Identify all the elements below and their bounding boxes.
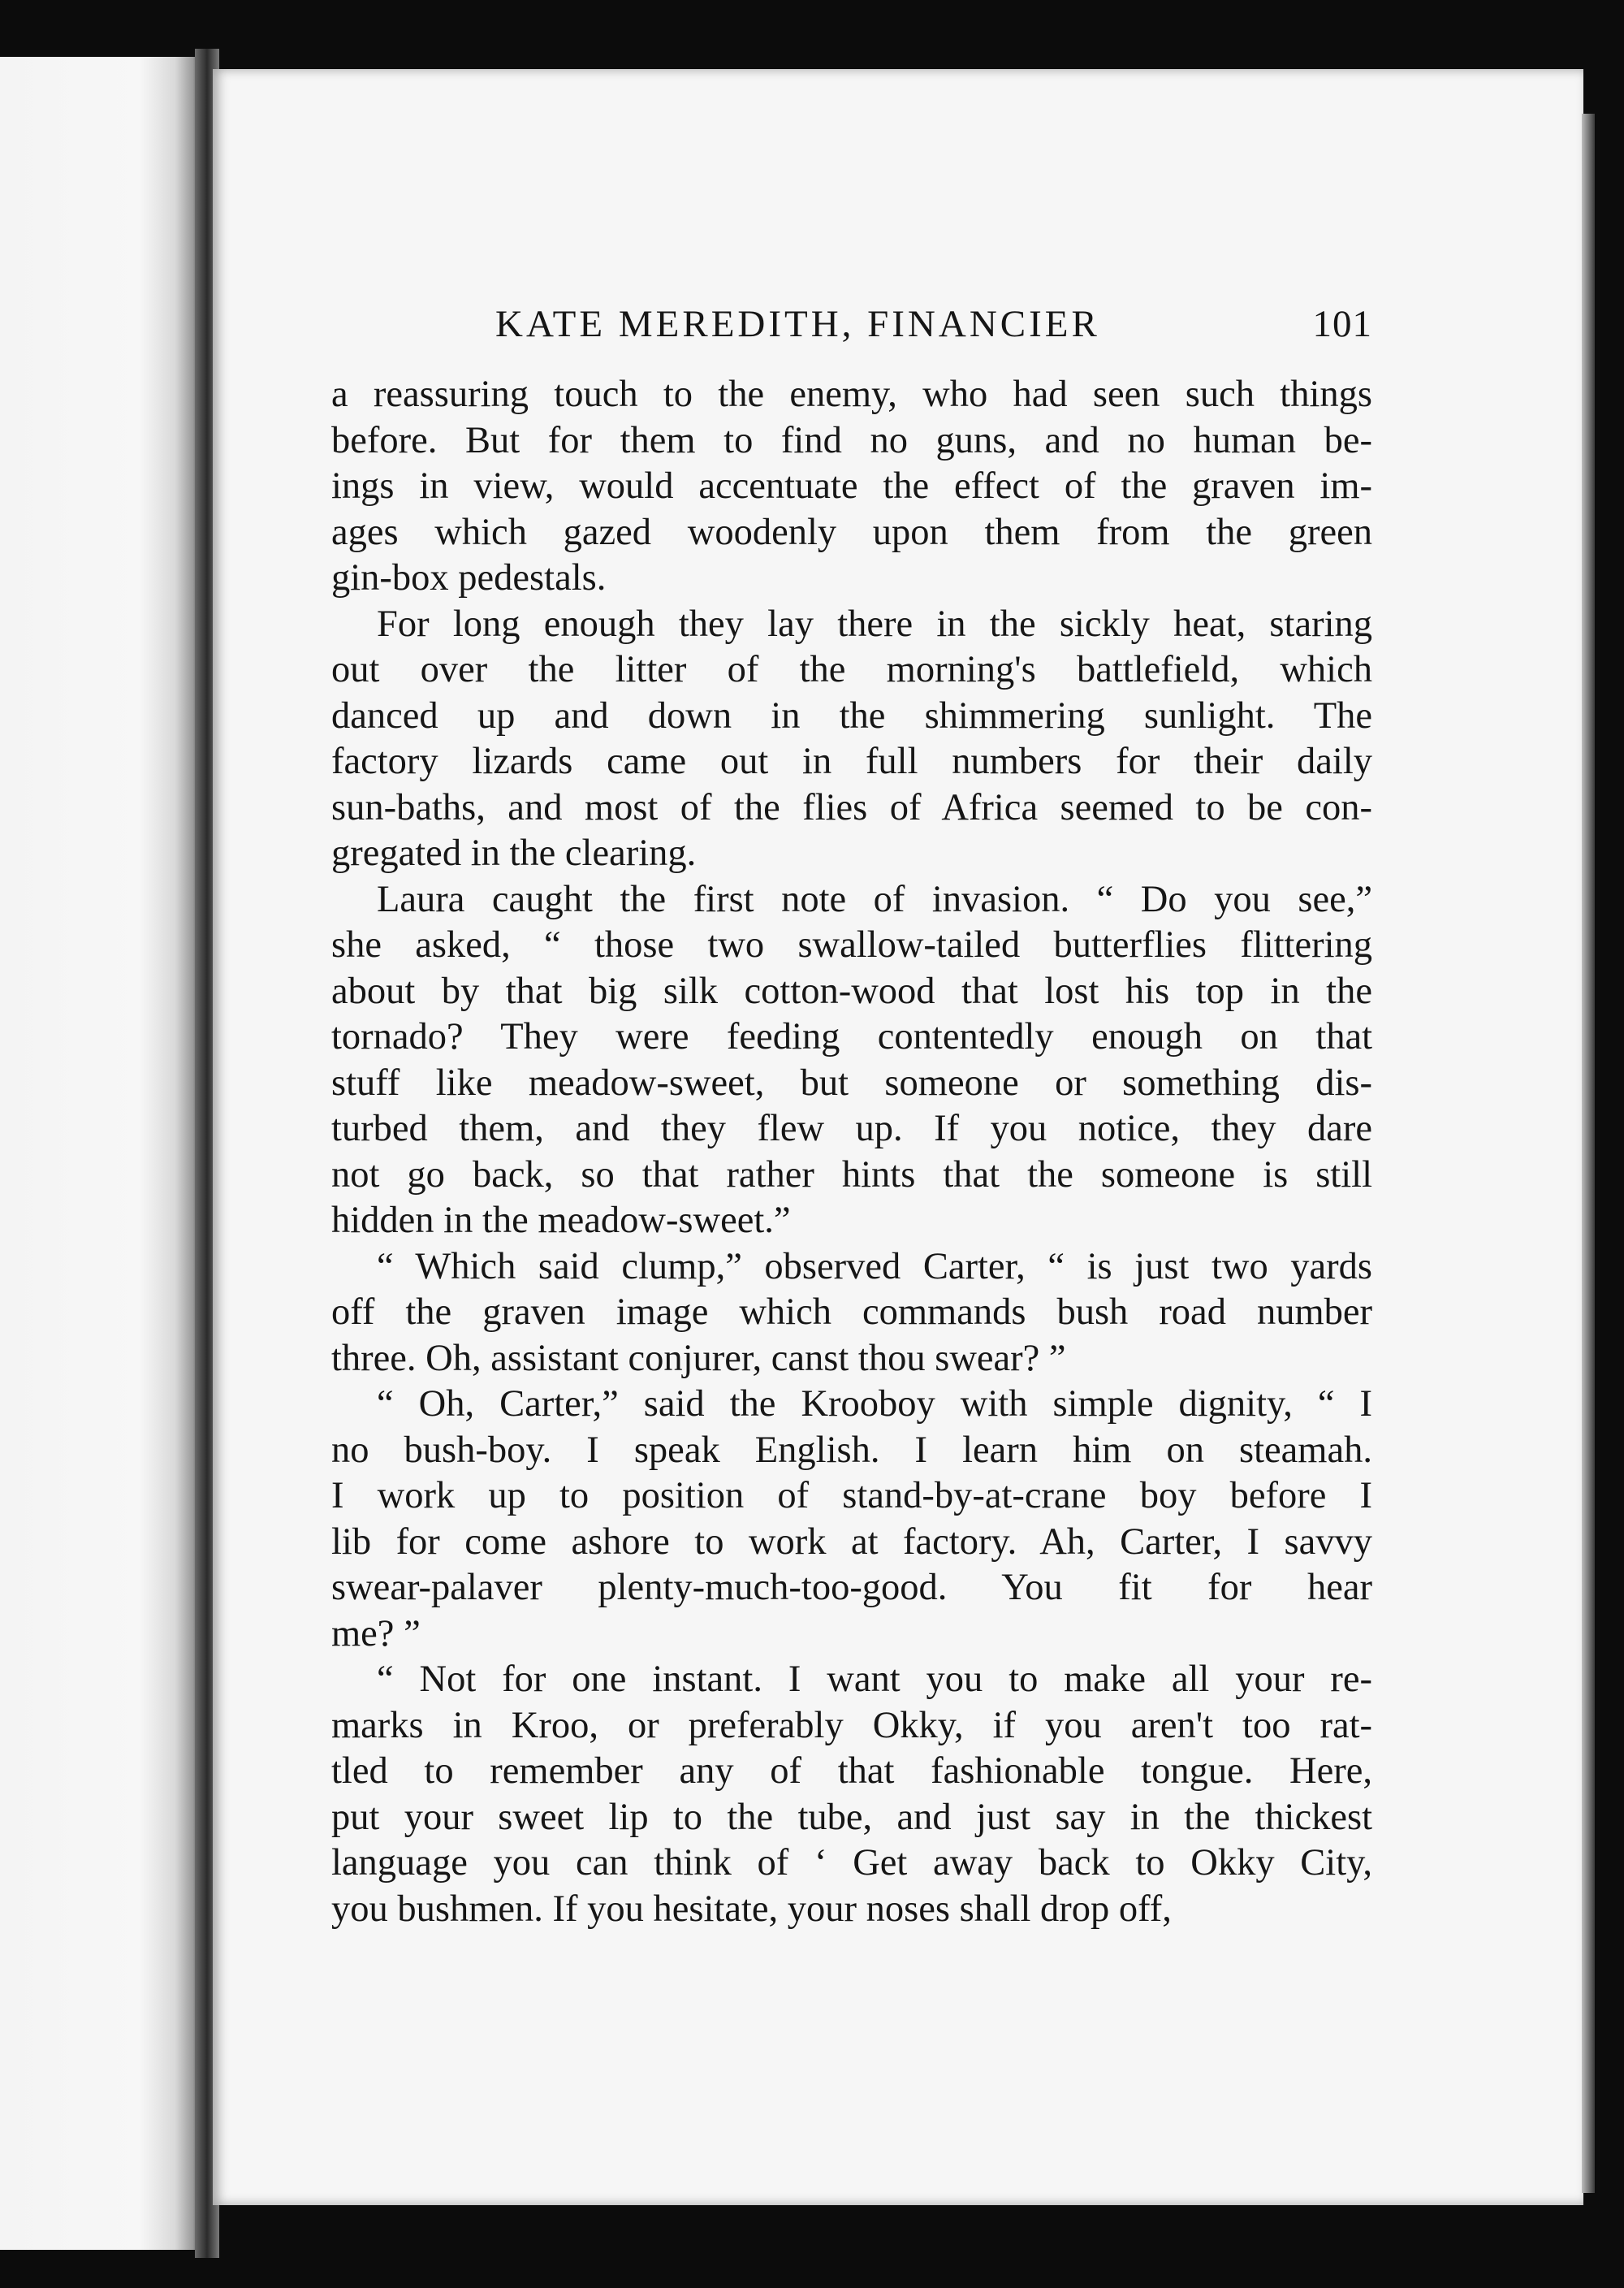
text-line: “ Oh, Carter,” said the Krooboy with simple dignity, “ I [377, 1383, 1372, 1425]
text-line: out over the litter of the morning's battlefield, which [331, 649, 1372, 690]
text-line: no bush-boy. I speak English. I learn him on steamah. [331, 1429, 1372, 1471]
text-line: language you can think of ‘ Get away back to Okky City, [331, 1842, 1372, 1884]
text-line: me? ” [331, 1612, 421, 1654]
text-line: For long enough they lay there in the sickly heat, staring [377, 603, 1372, 645]
text-line: “ Not for one instant. I want you to make all your re- [377, 1659, 1372, 1700]
running-title: KATE MEREDITH, FINANCIER [495, 303, 1100, 345]
text-line: gin-box pedestals. [331, 557, 607, 599]
text-line: “ Which said clump,” observed Carter, “ is just two yards [377, 1245, 1372, 1287]
text-line: ings in view, would accentuate the effect of the graven im- [331, 465, 1372, 507]
text-line: swear-palaver plenty-much-too-good. You fit for hear [331, 1567, 1372, 1608]
body-text [331, 372, 1372, 1932]
text-line: turbed them, and they flew up. If you notice, they dare [331, 1108, 1372, 1149]
paragraph [331, 877, 1372, 1244]
text-line: she asked, “ those two swallow-tailed butterflies flittering [331, 924, 1372, 966]
page-number: 101 [1312, 303, 1372, 345]
text-line: gregated in the clearing. [331, 833, 697, 874]
text-line: Laura caught the first note of invasion. “ Do you see,” [377, 878, 1372, 920]
text-line: stuff like meadow-sweet, but someone or something dis- [331, 1062, 1372, 1104]
text-line: hidden in the meadow-sweet.” [331, 1200, 791, 1241]
text-line: about by that big silk cotton-wood that lost his top in the [331, 970, 1372, 1012]
facing-page-edge [0, 57, 199, 2250]
paragraph [331, 1382, 1372, 1657]
text-line: factory lizards came out in full numbers for their daily [331, 741, 1372, 782]
running-header [495, 302, 1372, 359]
text-line: tornado? They were feeding contentedly enough on that [331, 1016, 1372, 1057]
text-line: lib for come ashore to work at factory. Ah, Carter, I savvy [331, 1520, 1372, 1563]
text-line: not go back, so that rather hints that the someone is still [331, 1153, 1372, 1196]
page-edge-shadow [1582, 114, 1595, 2193]
paragraph [331, 1657, 1372, 1932]
text-line: three. Oh, assistant conjurer, canst thou swear? ” [331, 1337, 1066, 1379]
text-line: you bushmen. If you hesitate, your noses shall drop off, [331, 1888, 1172, 1930]
text-line: marks in Kroo, or preferably Okky, if you aren't too rat- [331, 1704, 1372, 1746]
text-line: I work up to position of stand-by-at-crane boy before I [331, 1475, 1372, 1516]
text-line: danced up and down in the shimmering sunlight. The [331, 694, 1372, 737]
text-line: before. But for them to find no guns, and no human be- [331, 419, 1372, 461]
text-line: a reassuring touch to the enemy, who had seen such things [331, 374, 1372, 415]
text-line: tled to remember any of that fashionable tongue. Here, [331, 1750, 1372, 1792]
text-line: off the graven image which commands bush road number [331, 1291, 1372, 1333]
paragraph [331, 602, 1372, 877]
paragraph [331, 372, 1372, 602]
text-line: put your sweet lip to the tube, and just say in the thickest [331, 1796, 1372, 1838]
text-line: ages which gazed woodenly upon them from the green [331, 511, 1372, 553]
paragraph [331, 1244, 1372, 1382]
text-line: sun-baths, and most of the flies of Africa seemed to be con- [331, 786, 1372, 828]
